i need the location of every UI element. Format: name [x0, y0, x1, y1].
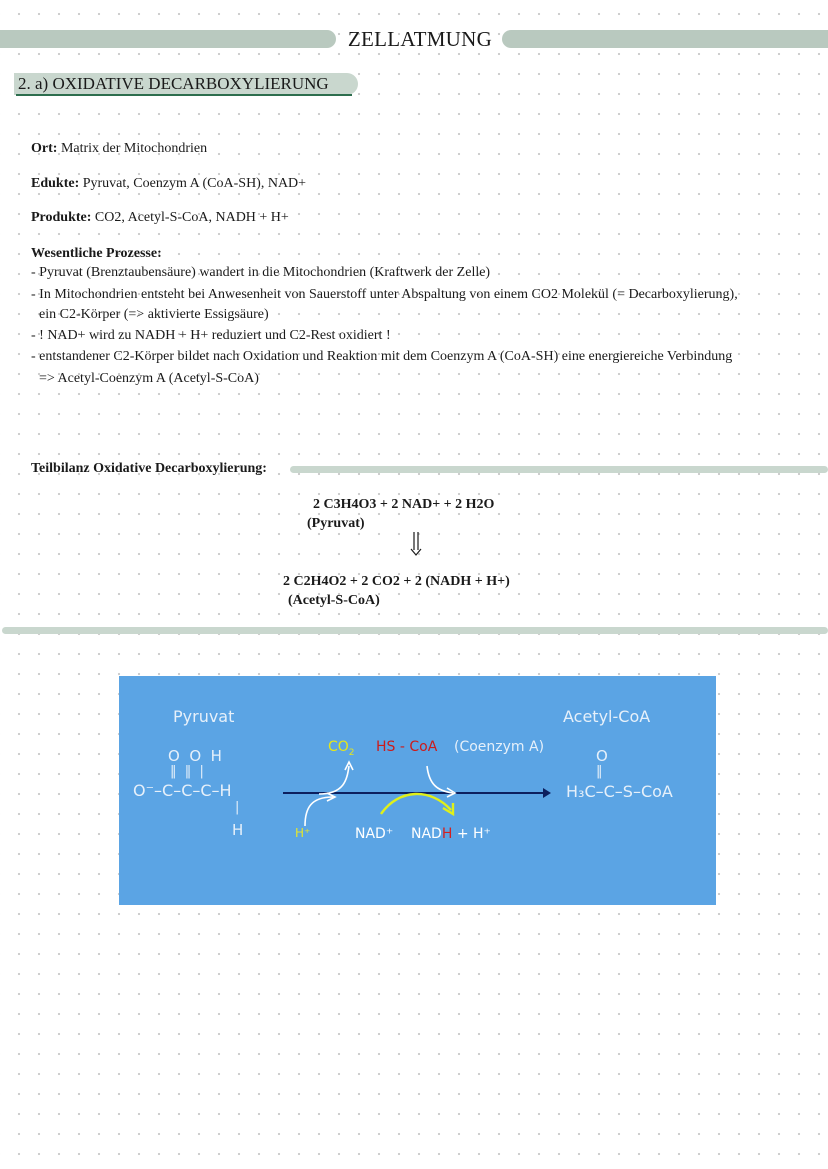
- process-line: - In Mitochondrien entsteht bei Anwesenheit von Sauerstoff unter Abspaltung von einem CO2 Molekül (= Decarboxylierung),: [31, 287, 738, 302]
- acetyl-main-chain: H₃C–C–S–CoA: [566, 782, 673, 801]
- process-line: - Pyruvat (Brenztaubensäure) wandert in die Mitochondrien (Kraftwerk der Zelle): [31, 265, 491, 280]
- double-arrow-down-icon: [405, 530, 427, 558]
- process-line: ein C2-Körper (=> aktivierte Essigsäure): [39, 307, 269, 322]
- edukte-line: [31, 174, 306, 194]
- pyruvat-label: Pyruvat: [173, 707, 235, 726]
- edukte-value: Pyruvat, Coenzym A (CoA-SH), NAD+: [82, 176, 307, 191]
- co2-subscript: 2: [348, 747, 355, 758]
- process-line: - entstandener C2-Körper bildet nach Oxidation und Reaktion mit dem Coenzym A (CoA-SH) eine energiereiche Verbindung: [31, 349, 733, 364]
- pyruvat-top-atoms: O O H: [168, 747, 222, 765]
- nadh-label: [411, 826, 491, 842]
- divider-rule: [2, 627, 828, 634]
- nadh-h-text: H: [441, 826, 453, 842]
- header-band-right: [502, 30, 828, 48]
- process-line: => Acetyl-Coenzym A (Acetyl-S-CoA): [39, 371, 259, 386]
- ort-line: [31, 139, 207, 159]
- pyruvat-single-bond: |: [235, 800, 240, 815]
- acetyl-coa-label: Acetyl-CoA: [563, 707, 651, 726]
- reactants-name: (Pyruvat): [307, 516, 365, 531]
- ort-label: Ort:: [31, 141, 58, 156]
- produkte-label: Produkte:: [31, 210, 92, 225]
- h-plus-entry-arrow: [305, 797, 333, 826]
- nadh-plus-text: + H⁺: [456, 826, 491, 842]
- edukte-label: Edukte:: [31, 176, 80, 191]
- process-line: - ! NAD+ wird zu NADH + H+ reduziert und C2-Rest oxidiert !: [31, 328, 391, 343]
- h-plus-label: H⁺: [295, 826, 311, 840]
- ort-value: Matrix der Mitochondrien: [60, 141, 208, 156]
- page-title: ZELLATMUNG: [347, 27, 493, 51]
- main-arrowhead-icon: [543, 788, 551, 798]
- reactants-equation: 2 C3H4O3 + 2 NAD+ + 2 H2O: [313, 497, 495, 512]
- products-name: (Acetyl-S-CoA): [288, 593, 380, 608]
- processes-heading-text: Wesentliche Prozesse:: [31, 246, 162, 261]
- nadh-nad-text: NAD: [411, 826, 442, 842]
- pyruvat-main-chain: O⁻–C–C–C–H: [133, 781, 232, 800]
- coenzym-a-label: (Coenzym A): [454, 739, 545, 755]
- reaction-diagram: [119, 676, 716, 905]
- hs-coa-label: HS - CoA: [376, 739, 438, 755]
- balance-heading-text: Teilbilanz Oxidative Decarboxylierung:: [31, 461, 267, 476]
- acetyl-double-bond: ‖: [596, 764, 603, 779]
- balance-rule: [290, 466, 828, 473]
- products-equation: 2 C2H4O2 + 2 CO2 + 2 (NADH + H+): [283, 574, 510, 589]
- produkte-value: CO2, Acetyl-S-CoA, NADH + H+: [94, 210, 289, 225]
- produkte-line: [31, 208, 289, 228]
- co2-text: CO: [328, 739, 349, 755]
- header-band-left: [0, 30, 336, 48]
- nad-label: NAD⁺: [355, 826, 394, 842]
- section-title: 2. a) OXIDATIVE DECARBOXYLIERUNG: [18, 74, 329, 93]
- section-title-underline: [16, 94, 352, 96]
- pyruvat-double-bonds: ‖ ‖ |: [170, 764, 204, 779]
- co2-release-arrow: [319, 766, 349, 794]
- processes-heading: [31, 244, 162, 264]
- pyruvat-bottom-h: H: [232, 821, 244, 839]
- nad-reduction-arrow: [381, 794, 451, 814]
- acetyl-oxygen: O: [596, 747, 608, 765]
- balance-heading: [31, 459, 267, 479]
